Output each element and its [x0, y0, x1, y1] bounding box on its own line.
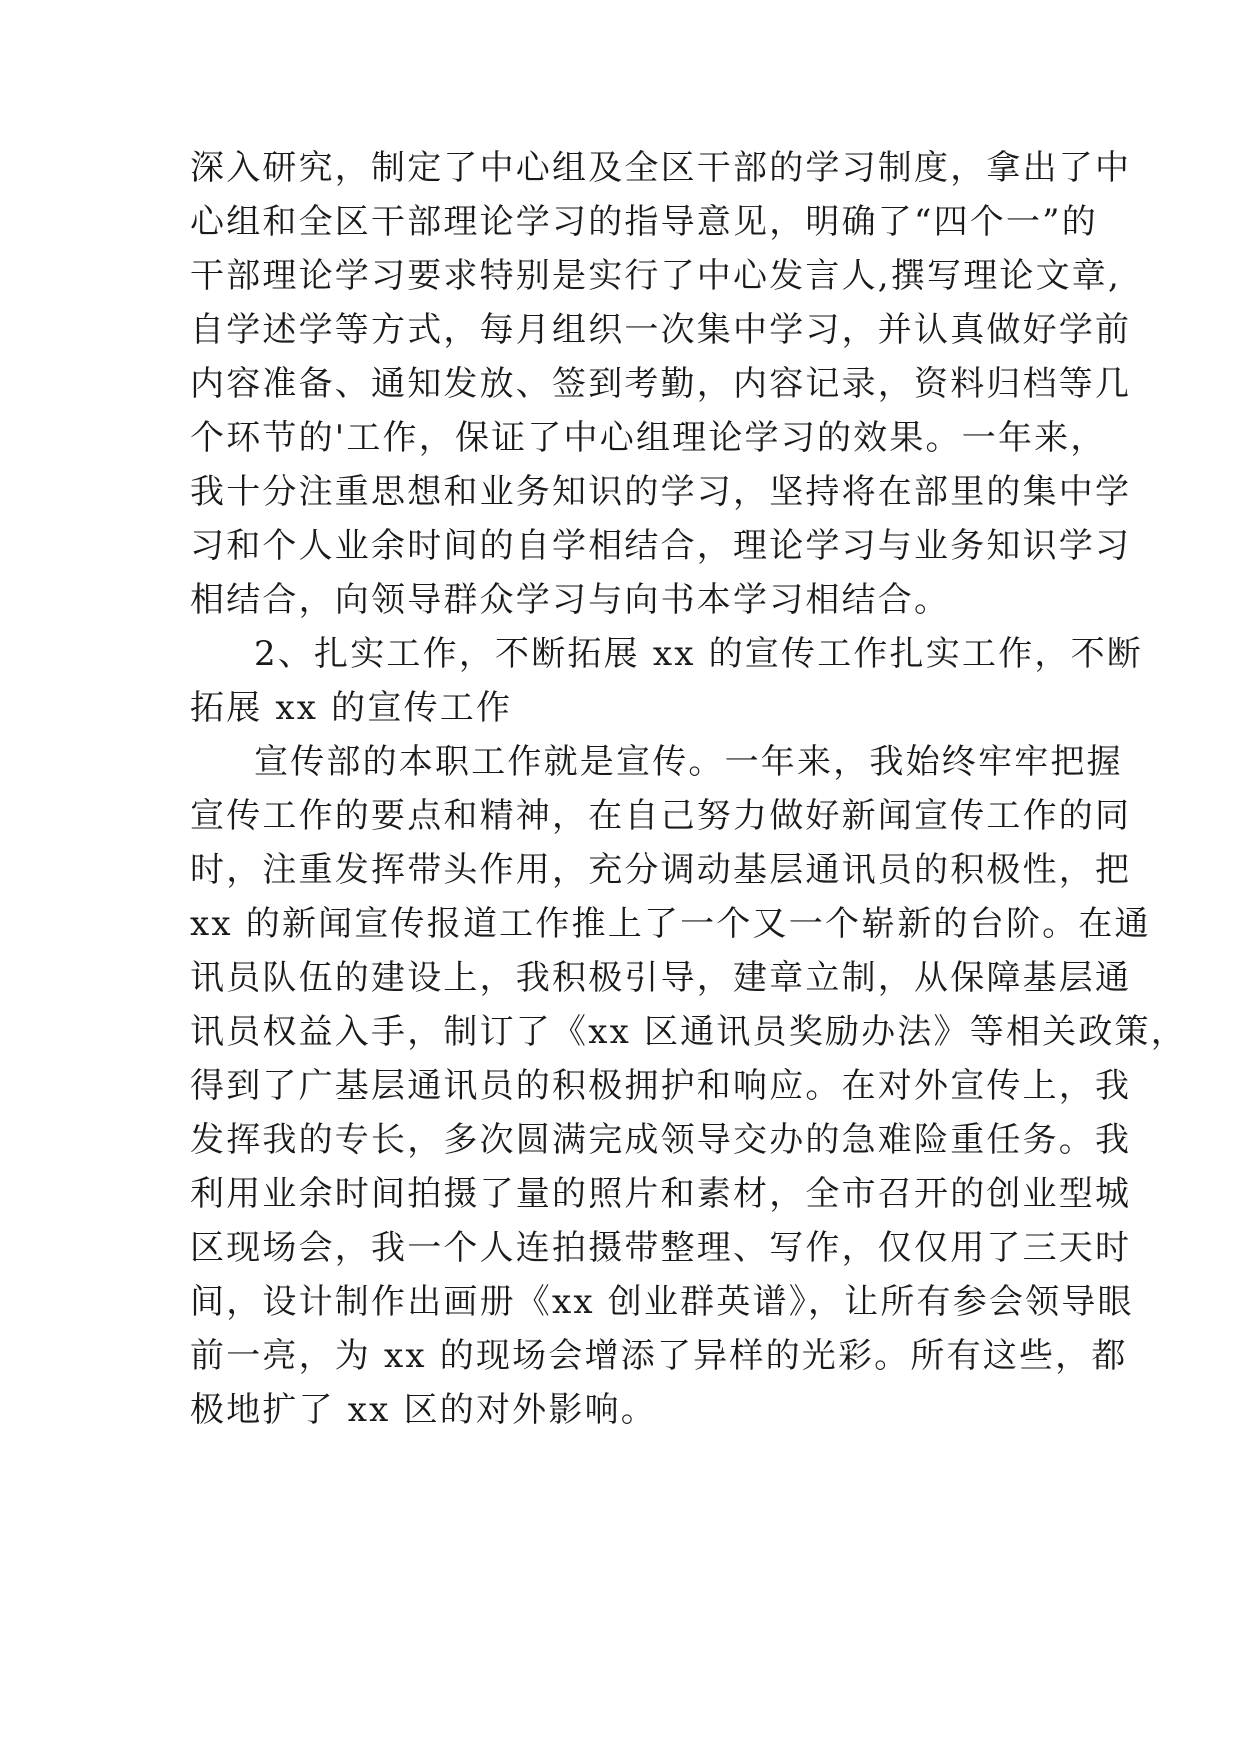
text-line: 讯员权益入手，制订了《xx 区通讯员奖励办法》等相关政策， — [190, 1012, 1187, 1052]
section-heading-line: 2、扎实工作，不断拓展 xx 的宣传工作扎实工作，不断 — [254, 634, 1143, 674]
text-line: 自学述学等方式，每月组织一次集中学习，并认真做好学前 — [190, 310, 1132, 350]
text-line: 深入研究，制定了中心组及全区干部的学习制度，拿出了中 — [190, 148, 1132, 188]
text-line: 干部理论学习要求特别是实行了中心发言人,撰写理论文章, — [190, 256, 1122, 296]
section-heading-line: 拓展 xx 的宣传工作 — [190, 688, 513, 728]
text-line: 极地扩了 xx 区的对外影响。 — [190, 1390, 657, 1430]
text-line: xx 的新闻宣传报道工作推上了一个又一个崭新的台阶。在通 — [190, 904, 1151, 944]
text-line: 得到了广基层通讯员的积极拥护和响应。在对外宣传上，我 — [190, 1066, 1132, 1106]
text-line: 时，注重发挥带头作用，充分调动基层通讯员的积极性，把 — [190, 850, 1132, 890]
text-line: 习和个人业余时间的自学相结合，理论学习与业务知识学习 — [190, 526, 1132, 566]
text-line: 心组和全区干部理论学习的指导意见，明确了“四个一”的 — [190, 202, 1098, 242]
text-line: 宣传工作的要点和精神，在自己努力做好新闻宣传工作的同 — [190, 796, 1132, 836]
text-line: 发挥我的专长，多次圆满完成领导交办的急难险重任务。我 — [190, 1120, 1132, 1160]
text-line: 相结合，向领导群众学习与向书本学习相结合。 — [190, 580, 951, 620]
text-line: 利用业余时间拍摄了量的照片和素材，全市召开的创业型城 — [190, 1174, 1132, 1214]
text-line: 区现场会，我一个人连拍摄带整理、写作，仅仅用了三天时 — [190, 1228, 1132, 1268]
text-line: 间，设计制作出画册《xx 创业群英谱》，让所有参会领导眼 — [190, 1282, 1134, 1322]
text-line: 宣传部的本职工作就是宣传。一年来，我始终牢牢把握 — [254, 742, 1123, 782]
text-line: 前一亮，为 xx 的现场会增添了异样的光彩。所有这些，都 — [190, 1336, 1128, 1376]
text-line: 个环节的'工作，保证了中心组理论学习的效果。一年来， — [190, 418, 1107, 458]
text-line: 我十分注重思想和业务知识的学习，坚持将在部里的集中学 — [190, 472, 1132, 512]
text-line: 内容准备、通知发放、签到考勤，内容记录，资料归档等几 — [190, 364, 1132, 404]
text-line: 讯员队伍的建设上，我积极引导，建章立制，从保障基层通 — [190, 958, 1132, 998]
